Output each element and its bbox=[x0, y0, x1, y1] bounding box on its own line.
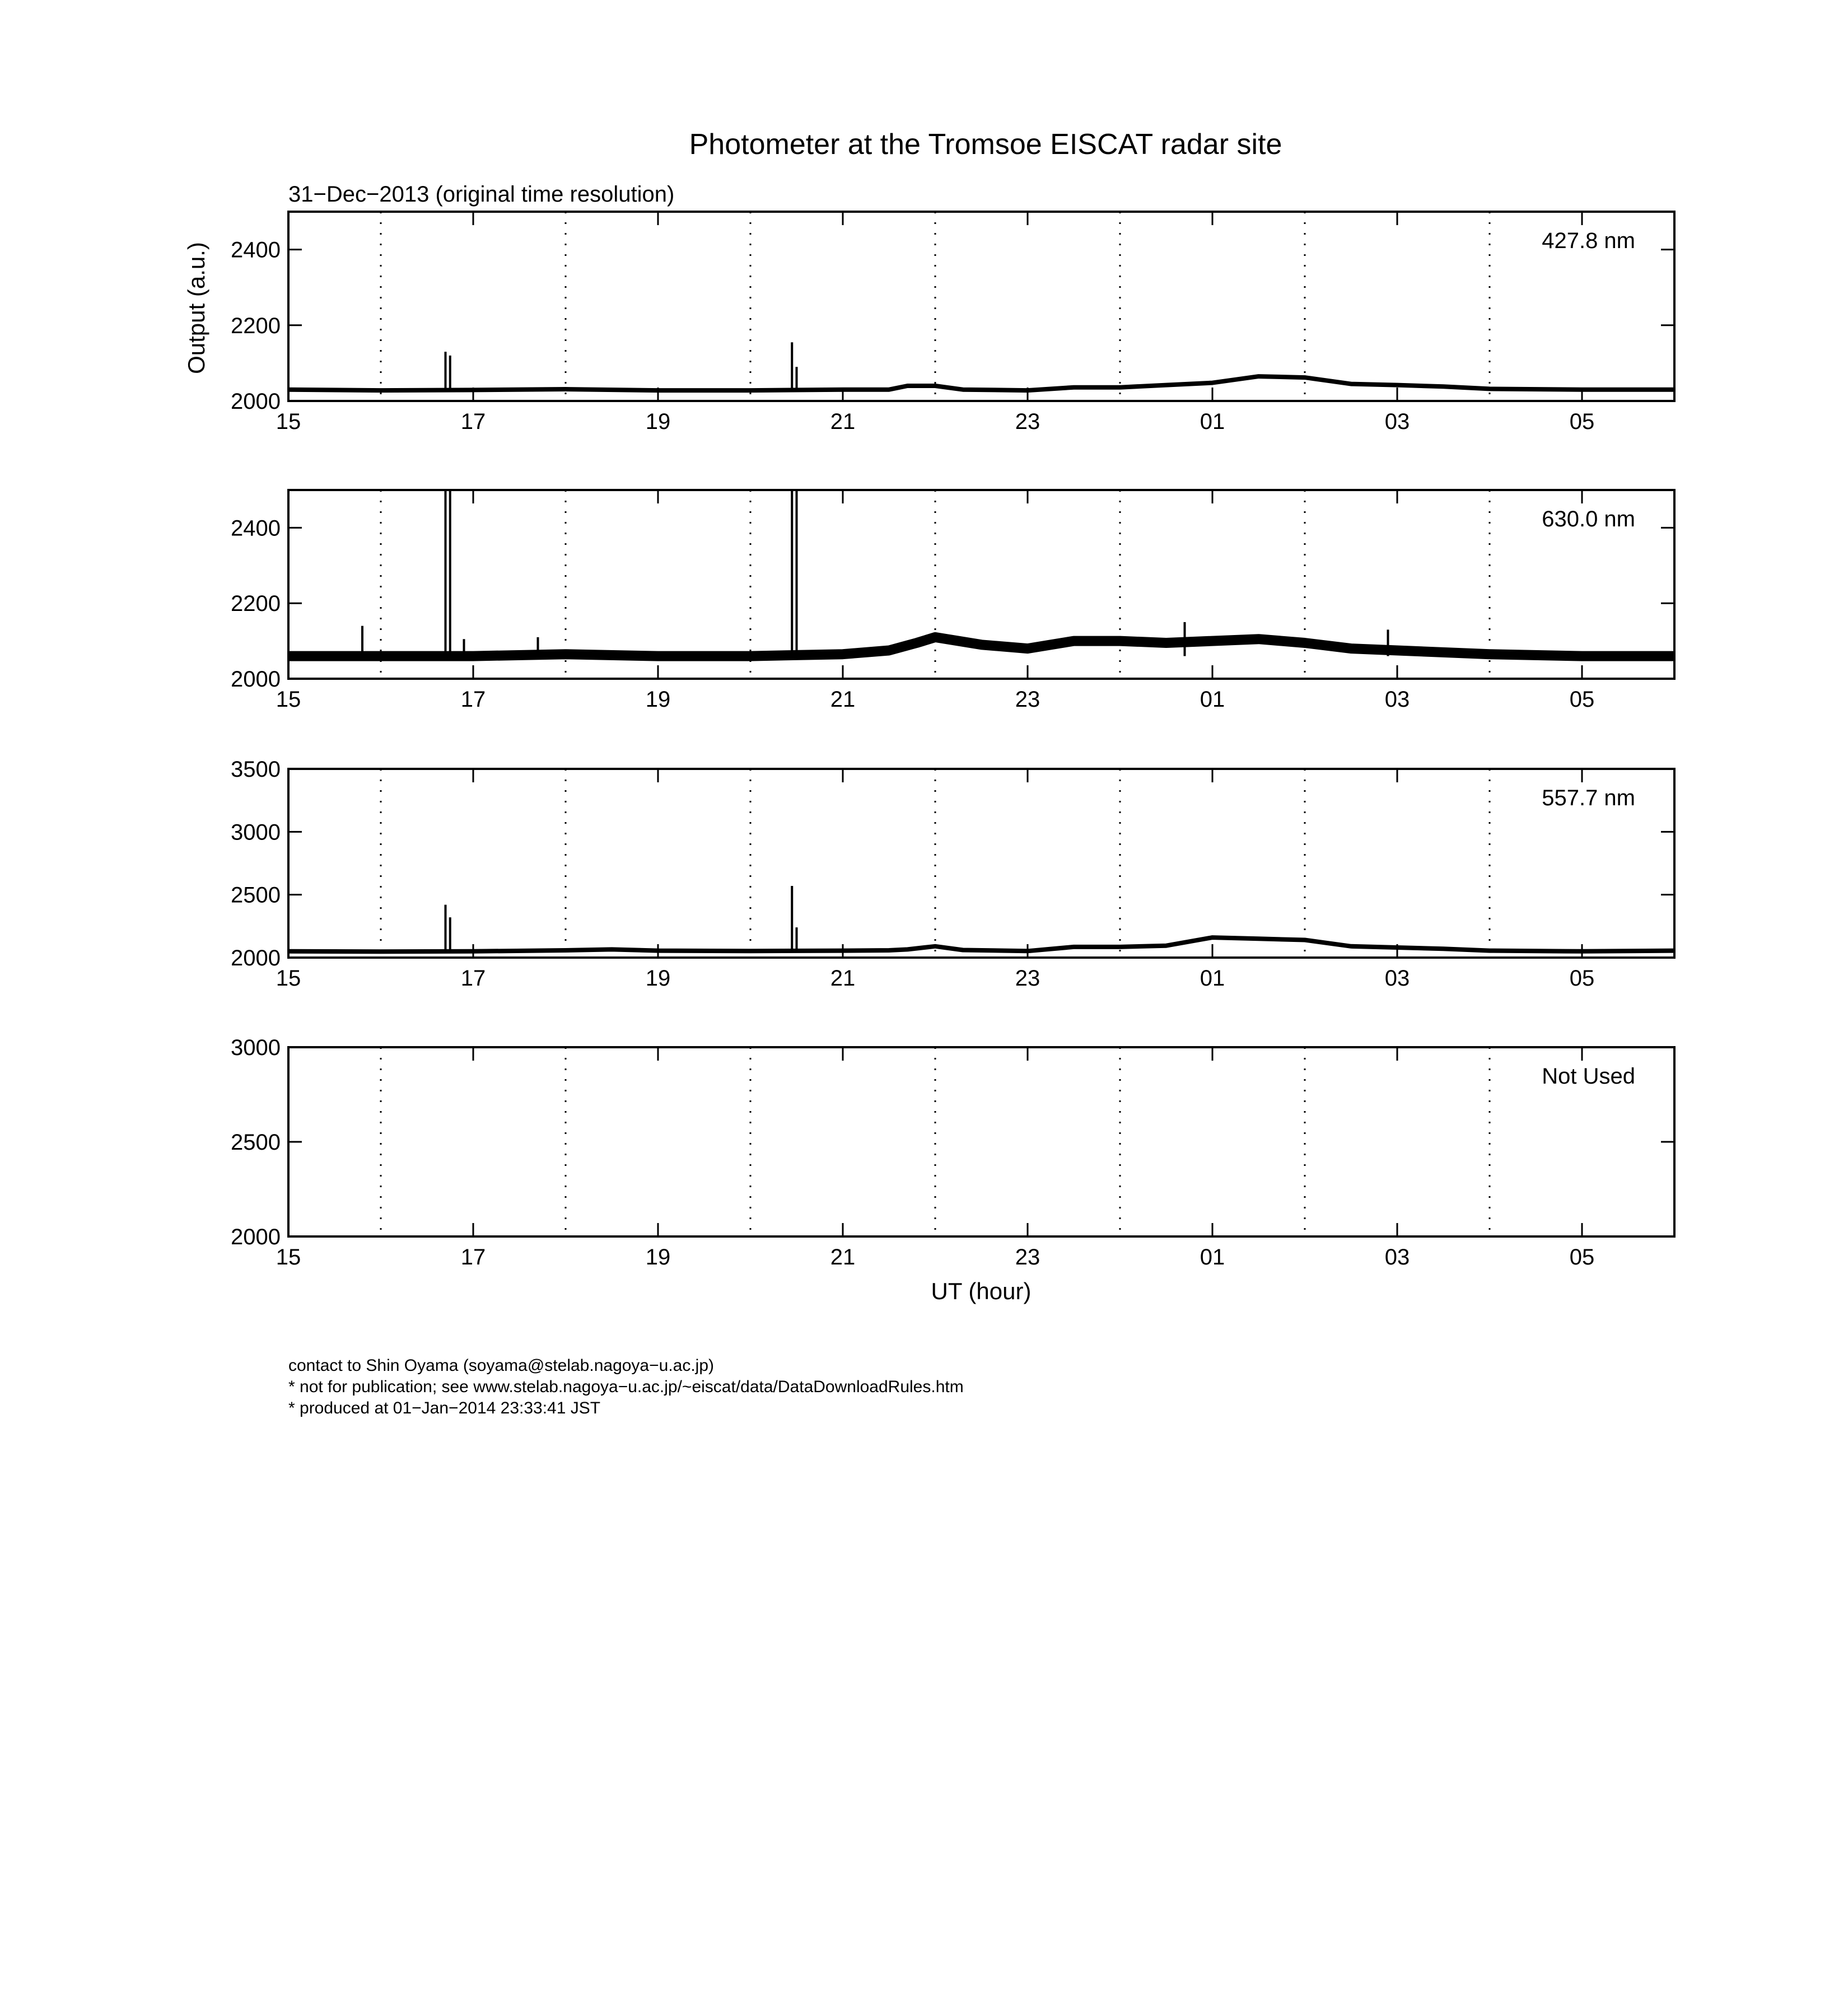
x-tick-label: 03 bbox=[1384, 1245, 1410, 1270]
chart-subtitle: 31−Dec−2013 (original time resolution) bbox=[288, 182, 675, 207]
panel-label: 557.7 nm bbox=[1542, 786, 1635, 810]
y-tick-label: 2500 bbox=[231, 883, 281, 908]
x-tick-label: 05 bbox=[1569, 687, 1595, 712]
x-tick-label: 01 bbox=[1200, 1245, 1225, 1270]
y-tick-label: 3000 bbox=[231, 1035, 281, 1060]
series-line bbox=[288, 937, 1674, 951]
footer-produced: * produced at 01−Jan−2014 23:33:41 JST bbox=[288, 1399, 601, 1417]
x-tick-label: 15 bbox=[276, 1245, 301, 1270]
x-tick-label: 21 bbox=[830, 966, 856, 991]
x-tick-label: 21 bbox=[830, 1245, 856, 1270]
x-tick-label: 19 bbox=[645, 966, 671, 991]
y-tick-label: 2200 bbox=[231, 313, 281, 338]
y-tick-label: 3500 bbox=[231, 757, 281, 782]
panel-label: Not Used bbox=[1542, 1064, 1635, 1089]
x-tick-label: 17 bbox=[460, 966, 486, 991]
x-tick-label: 21 bbox=[830, 409, 856, 434]
panel-1 bbox=[231, 212, 1674, 434]
panel-4 bbox=[231, 1035, 1674, 1270]
x-tick-label: 15 bbox=[276, 966, 301, 991]
panel-label: 427.8 nm bbox=[1542, 228, 1635, 253]
y-tick-label: 2000 bbox=[231, 389, 281, 414]
y-tick-label: 2400 bbox=[231, 516, 281, 541]
x-tick-label: 23 bbox=[1015, 966, 1040, 991]
x-tick-label: 05 bbox=[1569, 409, 1595, 434]
x-axis-label: UT (hour) bbox=[931, 1278, 1032, 1304]
x-tick-label: 03 bbox=[1384, 409, 1410, 434]
x-tick-label: 05 bbox=[1569, 1245, 1595, 1270]
x-tick-label: 17 bbox=[460, 1245, 486, 1270]
y-tick-label: 2500 bbox=[231, 1130, 281, 1155]
x-tick-label: 01 bbox=[1200, 409, 1225, 434]
x-tick-label: 15 bbox=[276, 409, 301, 434]
y-tick-label: 2200 bbox=[231, 591, 281, 617]
panel-3 bbox=[231, 757, 1674, 991]
x-tick-label: 17 bbox=[460, 409, 486, 434]
axes-frame bbox=[288, 212, 1674, 401]
x-tick-label: 03 bbox=[1384, 687, 1410, 712]
x-tick-label: 21 bbox=[830, 687, 856, 712]
x-tick-label: 01 bbox=[1200, 687, 1225, 712]
series-line bbox=[288, 637, 1674, 656]
y-tick-label: 2000 bbox=[231, 1225, 281, 1249]
footer-rules: * not for publication; see www.stelab.nagoya−u.ac.jp/~eiscat/data/DataDownloadRules.htm bbox=[288, 1378, 964, 1396]
x-tick-label: 23 bbox=[1015, 687, 1040, 712]
y-tick-label: 2400 bbox=[231, 237, 281, 263]
panel-2 bbox=[231, 490, 1702, 712]
x-tick-label: 01 bbox=[1200, 966, 1225, 991]
panel-label: 630.0 nm bbox=[1542, 507, 1635, 531]
footer-contact: contact to Shin Oyama (soyama@stelab.nagoya−u.ac.jp) bbox=[288, 1356, 715, 1375]
x-tick-label: 23 bbox=[1015, 1245, 1040, 1270]
axes-frame bbox=[288, 769, 1674, 958]
x-tick-label: 03 bbox=[1384, 966, 1410, 991]
x-tick-label: 19 bbox=[645, 409, 671, 434]
x-tick-label: 15 bbox=[276, 687, 301, 712]
x-tick-label: 19 bbox=[645, 687, 671, 712]
y-tick-label: 3000 bbox=[231, 820, 281, 845]
x-tick-label: 23 bbox=[1015, 409, 1040, 434]
x-tick-label: 19 bbox=[645, 1245, 671, 1270]
panels bbox=[231, 212, 1702, 1270]
axes-frame bbox=[288, 1047, 1674, 1236]
series-line bbox=[288, 376, 1674, 390]
x-tick-label: 05 bbox=[1569, 966, 1595, 991]
chart-title: Photometer at the Tromsoe EISCAT radar site bbox=[689, 128, 1282, 161]
y-axis-label: Output (a.u.) bbox=[183, 242, 209, 374]
x-tick-label: 17 bbox=[460, 687, 486, 712]
y-tick-label: 2000 bbox=[231, 667, 281, 692]
y-tick-label: 2000 bbox=[231, 946, 281, 970]
